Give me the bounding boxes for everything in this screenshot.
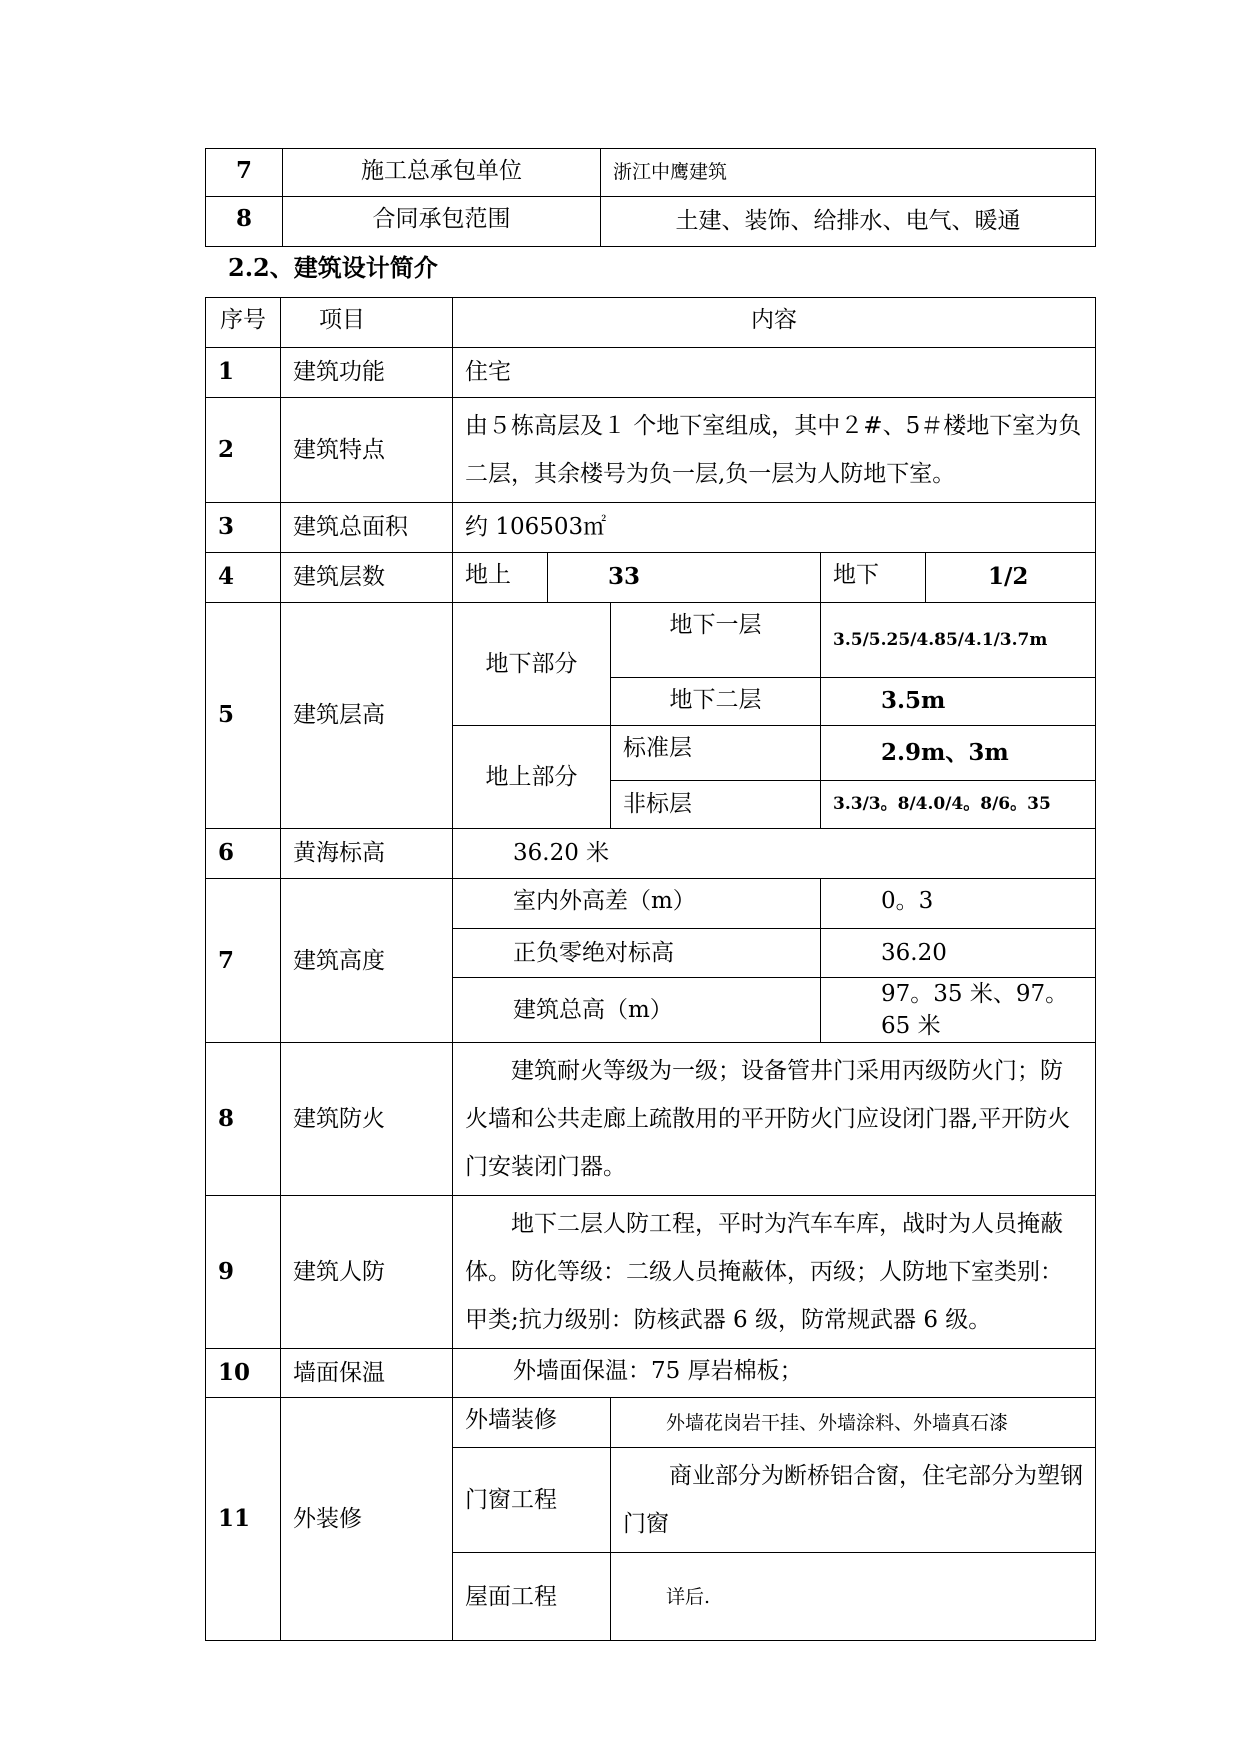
window-value: 商业部分为断桥铝合窗，住宅部分为塑钢门窗	[611, 1448, 1096, 1553]
table-row	[206, 603, 1096, 678]
row-number: 7	[206, 879, 281, 1043]
b1-value: 3.5/5.25/4.85/4.1/3.7m	[821, 603, 1096, 678]
std-label: 标准层	[611, 726, 821, 781]
table-header	[206, 298, 1096, 348]
table-row	[206, 553, 1096, 603]
row-number: 9	[206, 1196, 281, 1349]
row-item: 施工总承包单位	[283, 149, 601, 197]
zero-elevation-value: 36.20	[821, 929, 1096, 978]
b2-value: 3.5m	[821, 678, 1096, 726]
table-row	[206, 1043, 1096, 1196]
row-item: 建筑防火	[281, 1043, 453, 1196]
row-number: 7	[206, 149, 283, 197]
row-number: 3	[206, 503, 281, 553]
row-content: 地下二层人防工程，平时为汽车车库，战时为人员掩蔽体。防化等级：二级人员掩蔽体，丙级；人防地下室类别：甲类;抗力级别：防核武器 6 级，防常规武器 6 级。	[453, 1196, 1096, 1349]
row-number: 5	[206, 603, 281, 829]
row-item: 外装修	[281, 1398, 453, 1641]
nonstd-value: 3.3/3。8/4.0/4。8/6。35	[821, 781, 1096, 829]
row-content: 36.20 米	[453, 829, 1096, 879]
zero-elevation-label: 正负零绝对标高	[453, 929, 821, 978]
table-row	[206, 879, 1096, 929]
row-number: 1	[206, 348, 281, 398]
height-diff-label: 室内外高差（m）	[453, 879, 821, 929]
table-row	[206, 1349, 1096, 1398]
b2-label: 地下二层	[611, 678, 821, 726]
total-height-value: 97。35 米、97。65 米	[821, 978, 1096, 1043]
row-item: 建筑人防	[281, 1196, 453, 1349]
floors-below-label: 地下	[821, 553, 926, 603]
row-item: 建筑特点	[281, 398, 453, 503]
header-item: 项目	[281, 298, 453, 348]
std-value: 2.9m、3m	[821, 726, 1096, 781]
row-content: 由５栋高层及１ 个地下室组成，其中２#、5＃楼地下室为负二层，其余楼号为负一层,负一层为人防地下室。	[453, 398, 1096, 503]
design-table	[205, 297, 1096, 1641]
table-row	[206, 348, 1096, 398]
table-row	[206, 1398, 1096, 1448]
row-content: 土建、装饰、给排水、电气、暖通	[601, 197, 1096, 247]
row-number: 4	[206, 553, 281, 603]
row-item: 建筑高度	[281, 879, 453, 1043]
row-item: 建筑总面积	[281, 503, 453, 553]
row-content: 浙江中鹰建筑	[601, 149, 1096, 197]
floors-below-value: 1/2	[926, 553, 1096, 603]
floors-above-value: 33	[548, 553, 821, 603]
row-item: 建筑层数	[281, 553, 453, 603]
height-diff-value: 0。3	[821, 879, 1096, 929]
table-row	[206, 1196, 1096, 1349]
row-number: 8	[206, 1043, 281, 1196]
nonstd-label: 非标层	[611, 781, 821, 829]
wall-finish-value: 外墙花岗岩干挂、外墙涂料、外墙真石漆	[611, 1398, 1096, 1448]
row-number: 10	[206, 1349, 281, 1398]
row-content: 住宅	[453, 348, 1096, 398]
aboveground-label: 地上部分	[453, 726, 611, 829]
row-content: 外墙面保温：75 厚岩棉板；	[453, 1349, 1096, 1398]
table-row	[206, 829, 1096, 879]
table-row	[206, 503, 1096, 553]
row-content: 约 106503㎡	[453, 503, 1096, 553]
roof-value: 详后.	[611, 1553, 1096, 1641]
row-item: 建筑层高	[281, 603, 453, 829]
table-row	[206, 398, 1096, 503]
underground-label: 地下部分	[453, 603, 611, 726]
row-number: 6	[206, 829, 281, 879]
b1-label: 地下一层	[611, 603, 821, 678]
wall-finish-label: 外墙装修	[453, 1398, 611, 1448]
roof-label: 屋面工程	[453, 1553, 611, 1641]
row-number: 11	[206, 1398, 281, 1641]
floors-above-label: 地上	[453, 553, 548, 603]
row-item: 墙面保温	[281, 1349, 453, 1398]
contractor-table	[205, 148, 1096, 247]
table-row	[206, 197, 1096, 247]
row-number: 2	[206, 398, 281, 503]
row-content: 建筑耐火等级为一级；设备管井门采用丙级防火门；防火墙和公共走廊上疏散用的平开防火门应设闭门器,平开防火门安装闭门器。	[453, 1043, 1096, 1196]
total-height-label: 建筑总高（m）	[453, 978, 821, 1043]
section-heading: 2.2、建筑设计简介	[228, 253, 438, 282]
row-item: 合同承包范围	[283, 197, 601, 247]
row-item: 建筑功能	[281, 348, 453, 398]
window-label: 门窗工程	[453, 1448, 611, 1553]
header-no: 序号	[206, 298, 281, 348]
header-content: 内容	[453, 298, 1096, 348]
row-number: 8	[206, 197, 283, 247]
row-item: 黄海标高	[281, 829, 453, 879]
table-row	[206, 149, 1096, 197]
